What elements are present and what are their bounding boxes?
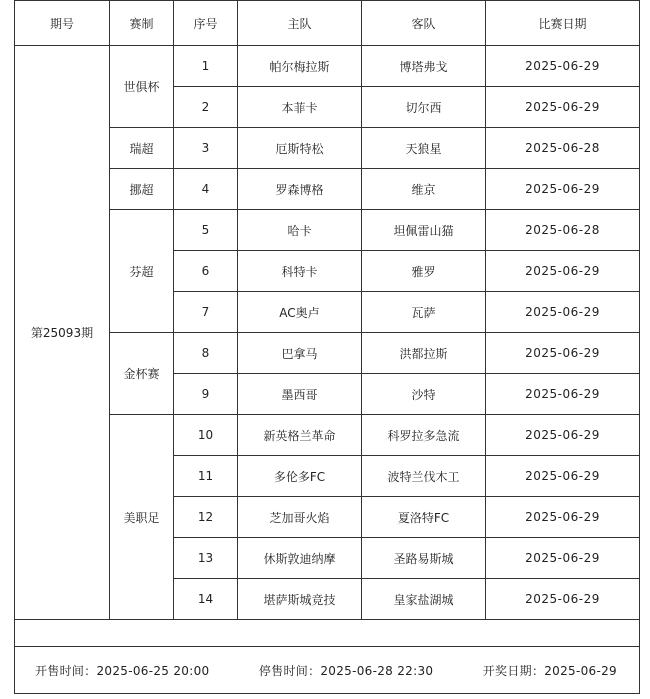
header-seq: 序号 [174,1,238,46]
match-date-cell: 2025-06-29 [486,292,640,333]
away-team-cell: 皇家盐湖城 [362,579,486,620]
seq-cell: 2 [174,87,238,128]
match-date-cell: 2025-06-29 [486,374,640,415]
away-team-cell: 瓦萨 [362,292,486,333]
seq-cell: 8 [174,333,238,374]
seq-cell: 10 [174,415,238,456]
footer-row [15,647,640,694]
sale-stop-time: 停售时间：2025-06-28 22:30 [258,663,434,678]
away-team-cell: 沙特 [362,374,486,415]
home-team-cell: 堪萨斯城竞技 [238,579,362,620]
match-date-cell: 2025-06-29 [486,169,640,210]
home-team-cell: 哈卡 [238,210,362,251]
home-team-cell: 多伦多FC [238,456,362,497]
home-team-cell: 本菲卡 [238,87,362,128]
match-date-cell: 2025-06-29 [486,579,640,620]
header-home-team: 主队 [238,1,362,46]
match-date-cell: 2025-06-29 [486,538,640,579]
home-team-cell: 罗森博格 [238,169,362,210]
seq-cell: 5 [174,210,238,251]
sale-start-time: 开售时间：2025-06-25 20:00 [35,663,210,678]
home-team-cell: 新英格兰革命 [238,415,362,456]
home-team-cell: 休斯敦迪纳摩 [238,538,362,579]
match-date-cell: 2025-06-28 [486,128,640,169]
match-date-cell: 2025-06-29 [486,456,640,497]
seq-cell: 4 [174,169,238,210]
away-team-cell: 圣路易斯城 [362,538,486,579]
match-date-cell: 2025-06-29 [486,251,640,292]
match-date-cell: 2025-06-29 [486,415,640,456]
league-cell: 美职足 [110,415,174,620]
seq-cell: 7 [174,292,238,333]
home-team-cell: 巴拿马 [238,333,362,374]
home-team-cell: AC奥卢 [238,292,362,333]
seq-cell: 14 [174,579,238,620]
away-team-cell: 博塔弗戈 [362,46,486,87]
blank-row [15,620,640,647]
away-team-cell: 雅罗 [362,251,486,292]
seq-cell: 9 [174,374,238,415]
away-team-cell: 波特兰伐木工 [362,456,486,497]
away-team-cell: 切尔西 [362,87,486,128]
league-cell: 芬超 [110,210,174,333]
seq-cell: 1 [174,46,238,87]
seq-cell: 3 [174,128,238,169]
home-team-cell: 厄斯特松 [238,128,362,169]
match-schedule-table [14,0,640,694]
match-date-cell: 2025-06-29 [486,87,640,128]
home-team-cell: 帕尔梅拉斯 [238,46,362,87]
home-team-cell: 墨西哥 [238,374,362,415]
header-away-team: 客队 [362,1,486,46]
league-cell: 金杯赛 [110,333,174,415]
header-league: 赛制 [110,1,174,46]
seq-cell: 13 [174,538,238,579]
draw-date: 开奖日期：2025-06-29 [482,663,617,678]
seq-cell: 11 [174,456,238,497]
home-team-cell: 科特卡 [238,251,362,292]
away-team-cell: 坦佩雷山猫 [362,210,486,251]
footer-cell [15,647,640,694]
match-date-cell: 2025-06-28 [486,210,640,251]
home-team-cell: 芝加哥火焰 [238,497,362,538]
seq-cell: 6 [174,251,238,292]
league-cell: 世俱杯 [110,46,174,128]
table-row [15,46,640,87]
away-team-cell: 科罗拉多急流 [362,415,486,456]
period-cell: 第25093期 [15,46,110,620]
away-team-cell: 夏洛特FC [362,497,486,538]
seq-cell: 12 [174,497,238,538]
league-cell: 挪超 [110,169,174,210]
away-team-cell: 天狼星 [362,128,486,169]
away-team-cell: 洪都拉斯 [362,333,486,374]
match-table-body [15,46,640,620]
match-date-cell: 2025-06-29 [486,46,640,87]
away-team-cell: 维京 [362,169,486,210]
match-date-cell: 2025-06-29 [486,497,640,538]
header-match-date: 比赛日期 [486,1,640,46]
match-date-cell: 2025-06-29 [486,333,640,374]
blank-cell [15,620,640,647]
league-cell: 瑞超 [110,128,174,169]
table-header-row [15,1,640,46]
header-period: 期号 [15,1,110,46]
